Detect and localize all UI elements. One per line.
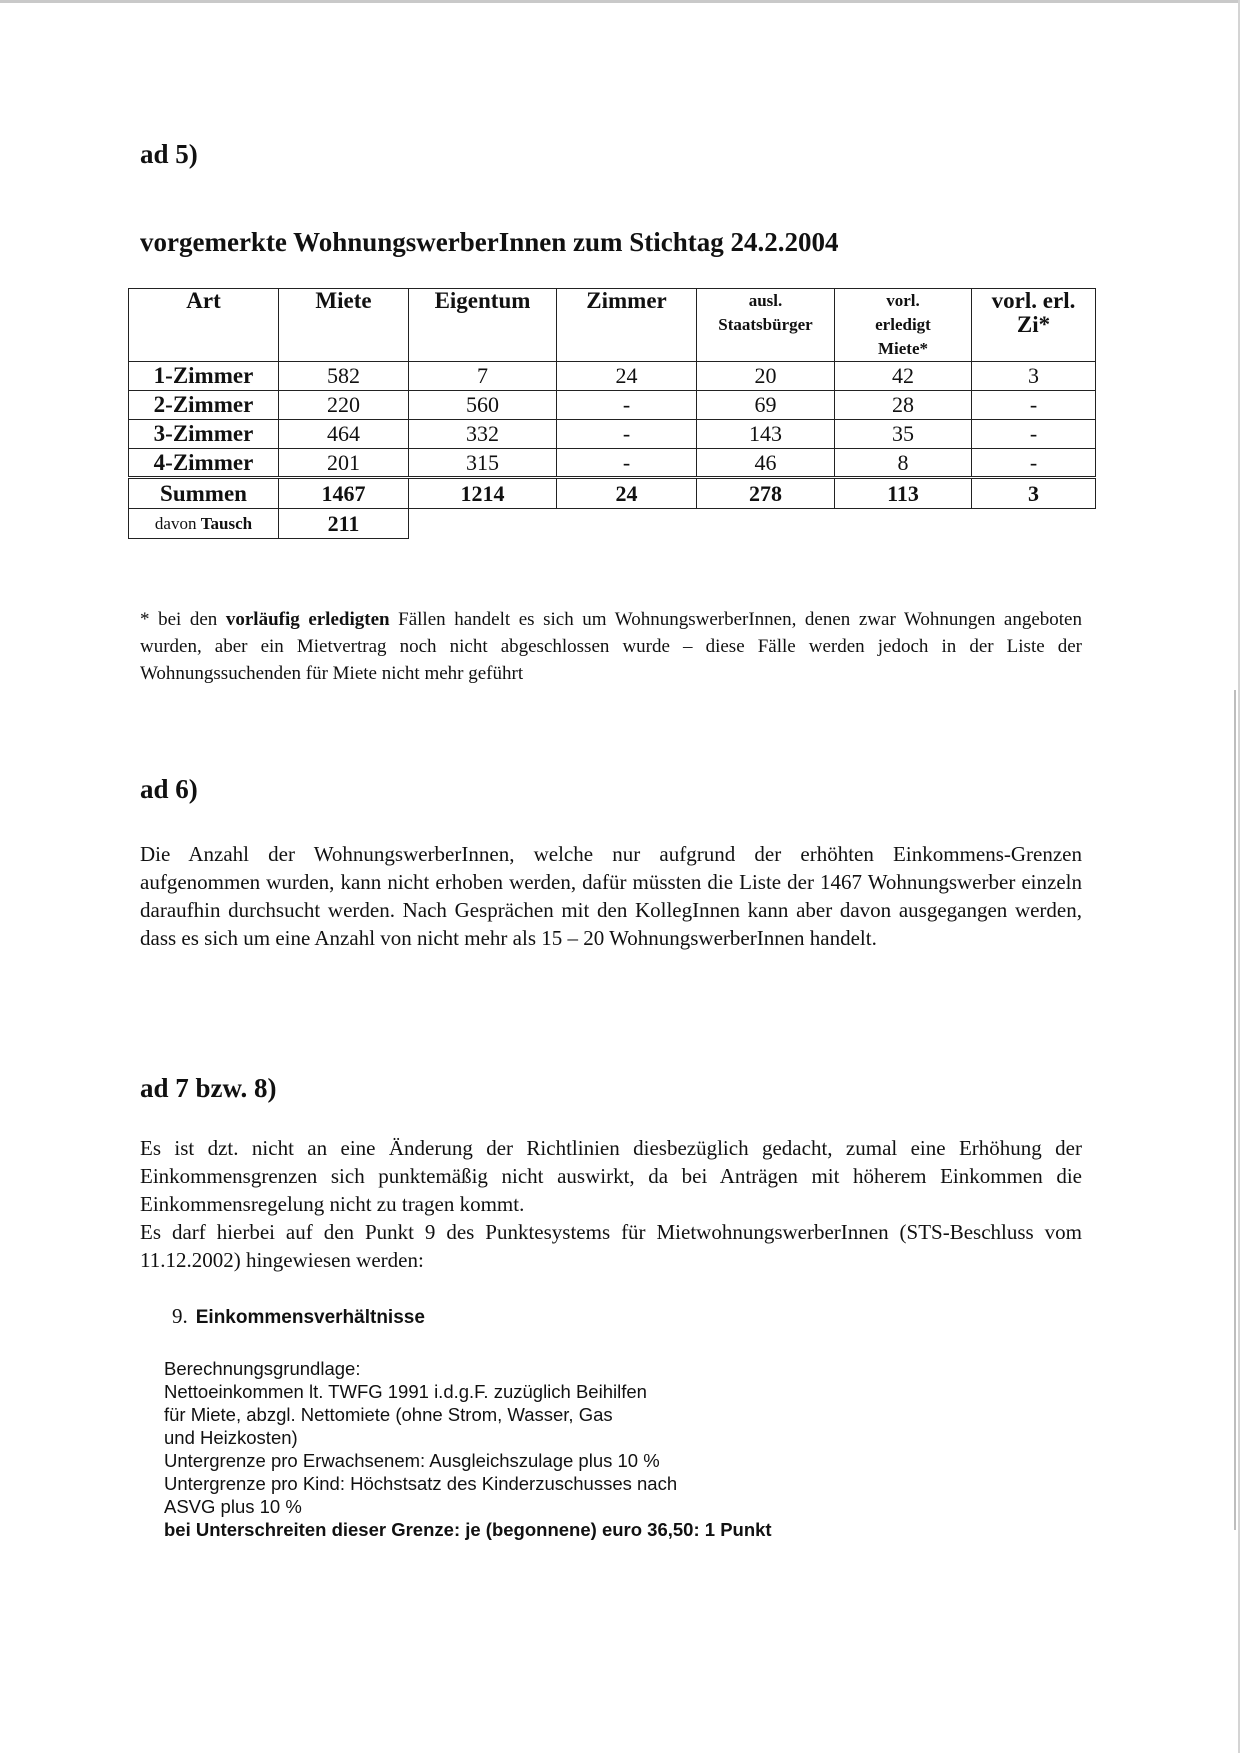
row-label: 4-Zimmer bbox=[129, 449, 279, 478]
header-ausl-line1: ausl. bbox=[748, 291, 783, 310]
cell-vorlzi: - bbox=[972, 449, 1096, 478]
table-sum-row bbox=[129, 478, 1096, 509]
sum-vorl: 113 bbox=[835, 478, 972, 509]
cell-vorl: 8 bbox=[835, 449, 972, 478]
calc-line: Nettoeinkommen lt. TWFG 1991 i.d.g.F. zuzüglich Beihilfen bbox=[164, 1381, 647, 1402]
cell-vorl: 42 bbox=[835, 362, 972, 391]
ad78-paragraph-1: Es ist dzt. nicht an eine Änderung der Richtlinien diesbezüglich gedacht, zumal eine Erhöhung der Einkommensgrenzen sich punktemäßig nicht auswirkt, da bei Anträgen mit höherem Einkommen die Einkommensregelung nicht zu tragen kommt. bbox=[140, 1136, 1082, 1216]
header-vorl-line2: erledigt bbox=[875, 315, 931, 334]
header-vorlzi-line1: vorl. erl. bbox=[991, 288, 1076, 313]
table-row bbox=[129, 391, 1096, 420]
calc-line: für Miete, abzgl. Nettomiete (ohne Strom, Wasser, Gas bbox=[164, 1404, 613, 1425]
cell-vorl: 35 bbox=[835, 420, 972, 449]
table-empty-area bbox=[409, 509, 1096, 539]
sum-eigentum: 1214 bbox=[409, 478, 557, 509]
calc-line: und Heizkosten) bbox=[164, 1427, 298, 1448]
header-ausl-line2: Staatsbürger bbox=[718, 315, 813, 334]
cell-miete: 582 bbox=[279, 362, 409, 391]
calc-line: Untergrenze pro Kind: Höchstsatz des Kinderzuschusses nach bbox=[164, 1473, 678, 1494]
tausch-label-bold: Tausch bbox=[200, 513, 253, 533]
cell-miete: 464 bbox=[279, 420, 409, 449]
ad78-paragraph-2: Es darf hierbei auf den Punkt 9 des Punktesystems für MietwohnungswerberInnen (STS-Beschluss vom 11.12.2002) hingewiesen werden: bbox=[140, 1220, 1082, 1272]
header-vorl-zi bbox=[972, 289, 1096, 362]
tausch-label bbox=[129, 509, 279, 539]
applicants-table bbox=[128, 288, 1096, 539]
ad6-paragraph: Die Anzahl der WohnungswerberInnen, welche nur aufgrund der erhöhten Einkommens-Grenzen aufgenommen wurden, kann nicht erhoben werden, dafür müssten die Liste der 1467 Wohnungswerber einzeln daraufhin durchsucht werden. Nach Gesprächen mit den KollegInnen kann aber davon ausgegangen werden, dass es sich um eine Anzahl von nicht mehr als 15 – 20 WohnungswerberInnen handelt. bbox=[140, 842, 1082, 950]
cell-eigentum: 315 bbox=[409, 449, 557, 478]
header-zimmer: Zimmer bbox=[557, 289, 697, 362]
footnote-pre: * bei den bbox=[140, 609, 226, 630]
section-heading-ad6: ad 6) bbox=[140, 774, 198, 804]
cell-ausl: 143 bbox=[697, 420, 835, 449]
point9-title: Einkommensverhältnisse bbox=[195, 1307, 425, 1328]
tausch-label-pre: davon bbox=[154, 513, 201, 533]
cell-vorlzi: - bbox=[972, 420, 1096, 449]
point9-number: 9. bbox=[172, 1304, 188, 1328]
sum-zimmer: 24 bbox=[557, 478, 697, 509]
cell-zimmer: - bbox=[557, 391, 697, 420]
header-miete: Miete bbox=[279, 289, 409, 362]
cell-eigentum: 7 bbox=[409, 362, 557, 391]
cell-zimmer: 24 bbox=[557, 362, 697, 391]
table-header-row bbox=[129, 289, 1096, 362]
cell-zimmer: - bbox=[557, 449, 697, 478]
cell-eigentum: 560 bbox=[409, 391, 557, 420]
table-row bbox=[129, 420, 1096, 449]
header-art: Art bbox=[129, 289, 279, 362]
sum-miete: 1467 bbox=[279, 478, 409, 509]
cell-vorlzi: - bbox=[972, 391, 1096, 420]
table-row bbox=[129, 449, 1096, 478]
scan-edge-top bbox=[0, 0, 1240, 3]
header-ausl bbox=[697, 289, 835, 362]
tausch-value: 211 bbox=[279, 509, 409, 539]
cell-ausl: 20 bbox=[697, 362, 835, 391]
row-label: 1-Zimmer bbox=[129, 362, 279, 391]
section-heading-ad5: ad 5) bbox=[140, 139, 198, 169]
header-vorl-line3: Miete* bbox=[877, 339, 929, 358]
cell-ausl: 69 bbox=[697, 391, 835, 420]
sum-label: Summen bbox=[129, 478, 279, 509]
header-vorl-line1: vorl. bbox=[886, 291, 920, 310]
cell-zimmer: - bbox=[557, 420, 697, 449]
scan-shadow-right bbox=[1234, 690, 1236, 1530]
header-eigentum: Eigentum bbox=[409, 289, 557, 362]
footnote-bold: vorläufig erledigten bbox=[225, 609, 390, 630]
section-heading-ad78: ad 7 bzw. 8) bbox=[140, 1073, 277, 1103]
cell-vorl: 28 bbox=[835, 391, 972, 420]
cell-miete: 220 bbox=[279, 391, 409, 420]
calc-line: ASVG plus 10 % bbox=[164, 1496, 302, 1517]
point9-heading bbox=[172, 1304, 425, 1329]
row-label: 3-Zimmer bbox=[129, 420, 279, 449]
sum-ausl: 278 bbox=[697, 478, 835, 509]
calc-bold-line: bei Unterschreiten dieser Grenze: je (begonnene) euro 36,50: 1 Punkt bbox=[164, 1519, 772, 1540]
point9-calculation bbox=[164, 1357, 772, 1541]
calc-line: Berechnungsgrundlage: bbox=[164, 1358, 361, 1379]
footnote-post: Fällen handelt es sich um WohnungswerberInnen, denen zwar Wohnungen angeboten wurden, aber ein Mietvertrag noch nicht abgeschlossen wurde – diese Fälle werden jedoch in der Liste der Wohnungssuchenden für Miete nicht mehr geführt bbox=[140, 609, 1082, 684]
table-row bbox=[129, 362, 1096, 391]
table-title: vorgemerkte WohnungswerberInnen zum Stichtag 24.2.2004 bbox=[140, 227, 839, 257]
sum-vorlzi: 3 bbox=[972, 478, 1096, 509]
footnote bbox=[140, 606, 1082, 687]
cell-eigentum: 332 bbox=[409, 420, 557, 449]
cell-miete: 201 bbox=[279, 449, 409, 478]
cell-ausl: 46 bbox=[697, 449, 835, 478]
cell-vorlzi: 3 bbox=[972, 362, 1096, 391]
header-vorlzi-line2: Zi* bbox=[1016, 312, 1051, 337]
calc-line: Untergrenze pro Erwachsenem: Ausgleichszulage plus 10 % bbox=[164, 1450, 660, 1471]
row-label: 2-Zimmer bbox=[129, 391, 279, 420]
table-tausch-row bbox=[129, 509, 1096, 539]
header-vorl bbox=[835, 289, 972, 362]
